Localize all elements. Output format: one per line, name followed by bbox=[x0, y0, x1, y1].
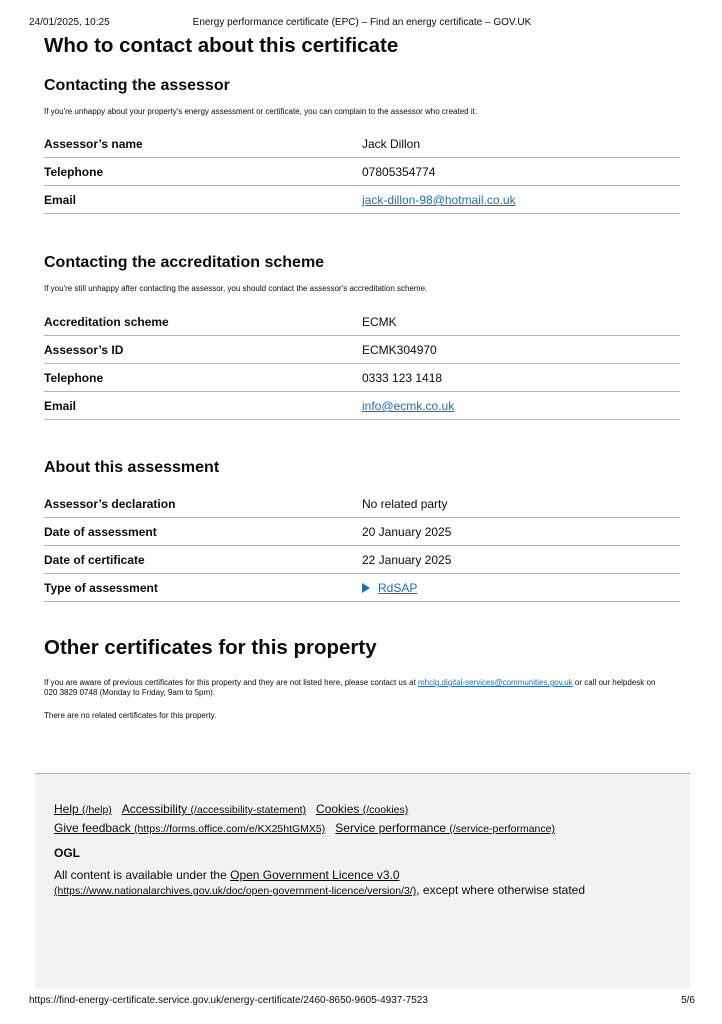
row-key: Assessor’s name bbox=[44, 137, 143, 151]
link-url: (/service-performance) bbox=[449, 823, 555, 835]
print-page-number: 5/6 bbox=[681, 995, 695, 1006]
row-value: Jack Dillon bbox=[362, 137, 421, 151]
summary-row bbox=[44, 392, 680, 420]
licence-after: , except where otherwise stated bbox=[416, 883, 586, 897]
licence-link-url: (https://www.nationalarchives.gov.uk/doc/open-government-licence/version/3/) bbox=[54, 885, 417, 897]
footer-link-service-performance[interactable] bbox=[335, 819, 555, 838]
rdsap-details-link[interactable]: RdSAP bbox=[378, 581, 418, 595]
row-value: 22 January 2025 bbox=[362, 553, 452, 567]
ogl-logo-text: OGL bbox=[54, 846, 80, 859]
row-key: Email bbox=[44, 193, 77, 207]
site-footer bbox=[35, 773, 690, 989]
page-content bbox=[35, 34, 690, 989]
scheme-summary-list bbox=[44, 308, 680, 420]
summary-row bbox=[44, 186, 680, 214]
summary-row bbox=[44, 158, 680, 186]
summary-row bbox=[44, 574, 680, 602]
row-value: ECMK304970 bbox=[362, 343, 437, 357]
assessor-heading: Contacting the assessor bbox=[44, 77, 230, 94]
footer-link-accessibility[interactable] bbox=[122, 800, 306, 819]
footer-link-feedback[interactable] bbox=[54, 819, 325, 838]
row-key: Assessor’s declaration bbox=[44, 497, 176, 511]
row-value: ECMK bbox=[362, 315, 397, 329]
licence-text bbox=[54, 868, 654, 899]
row-key: Telephone bbox=[44, 371, 104, 385]
link-label: Give feedback bbox=[54, 821, 131, 835]
summary-row bbox=[44, 518, 680, 546]
assessor-email-link[interactable]: jack-dillon-98@hotmail.co.uk bbox=[362, 193, 516, 207]
summary-row bbox=[44, 490, 680, 518]
link-url: (https://forms.office.com/e/KX25htGMX5) bbox=[134, 823, 326, 835]
row-value: 07805354774 bbox=[362, 165, 436, 179]
licence-link-label: Open Government Licence v3.0 bbox=[230, 868, 400, 882]
summary-row bbox=[44, 364, 680, 392]
scheme-intro: If you're still unhappy after contacting the assessor, you should contact the assessor's accreditation scheme. bbox=[44, 284, 428, 293]
summary-row bbox=[44, 308, 680, 336]
link-url: (/help) bbox=[82, 804, 112, 816]
link-label: Accessibility bbox=[121, 802, 188, 816]
footer-links bbox=[54, 800, 565, 838]
assessment-heading: About this assessment bbox=[44, 459, 220, 476]
other-certificates-intro bbox=[44, 678, 664, 698]
intro-text-after: or call our helpdesk on 020 3829 0748 (Monday to Friday, 9am to 5pm). bbox=[44, 678, 656, 697]
print-page-title: Energy performance certificate (EPC) – Find an energy certificate – GOV.UK bbox=[192, 17, 532, 28]
link-label: Cookies bbox=[316, 802, 360, 816]
link-label: Service performance bbox=[335, 821, 446, 835]
disclosure-triangle-icon bbox=[362, 583, 370, 593]
no-related-certificates: There are no related certificates for this property. bbox=[44, 711, 217, 720]
footer-link-help[interactable] bbox=[54, 800, 112, 819]
summary-row bbox=[44, 546, 680, 574]
helpdesk-email-link[interactable]: mhclg.digital-services@communities.gov.uk bbox=[417, 678, 573, 687]
assessment-type-details[interactable] bbox=[362, 581, 417, 595]
row-key: Telephone bbox=[44, 165, 104, 179]
scheme-heading: Contacting the accreditation scheme bbox=[44, 254, 325, 271]
intro-text-before: If you are aware of previous certificates for this property and they are not listed here, please contact us at bbox=[44, 678, 418, 687]
link-url: (/accessibility-statement) bbox=[190, 804, 307, 816]
contact-heading: Who to contact about this certificate bbox=[44, 34, 399, 57]
print-url: https://find-energy-certificate.service.gov.uk/energy-certificate/2460-8650-9605-4937-7523 bbox=[29, 995, 428, 1006]
assessor-intro: If you're unhappy about your property's energy assessment or certificate, you can complain to the assessor who created it. bbox=[44, 107, 478, 116]
ogl-logo-icon bbox=[54, 846, 82, 859]
row-key: Email bbox=[44, 399, 77, 413]
assessor-summary-list bbox=[44, 130, 680, 214]
row-key: Assessor’s ID bbox=[44, 343, 124, 357]
row-value: 0333 123 1418 bbox=[362, 371, 443, 385]
other-certificates-heading: Other certificates for this property bbox=[44, 636, 377, 659]
summary-row bbox=[44, 336, 680, 364]
row-key: Date of certificate bbox=[44, 553, 145, 567]
row-key: Type of assessment bbox=[44, 581, 158, 595]
licence-before: All content is available under the bbox=[54, 868, 231, 882]
footer-link-cookies[interactable] bbox=[316, 800, 408, 819]
print-header bbox=[29, 17, 695, 31]
row-key: Date of assessment bbox=[44, 525, 157, 539]
row-key: Accreditation scheme bbox=[44, 315, 169, 329]
link-label: Help bbox=[54, 802, 79, 816]
summary-row bbox=[44, 130, 680, 158]
row-value: No related party bbox=[362, 497, 448, 511]
link-url: (/cookies) bbox=[362, 804, 409, 816]
scheme-email-link[interactable]: info@ecmk.co.uk bbox=[362, 399, 455, 413]
assessment-summary-list bbox=[44, 490, 680, 602]
row-value: 20 January 2025 bbox=[362, 525, 452, 539]
print-datetime: 24/01/2025, 10:25 bbox=[29, 17, 110, 28]
